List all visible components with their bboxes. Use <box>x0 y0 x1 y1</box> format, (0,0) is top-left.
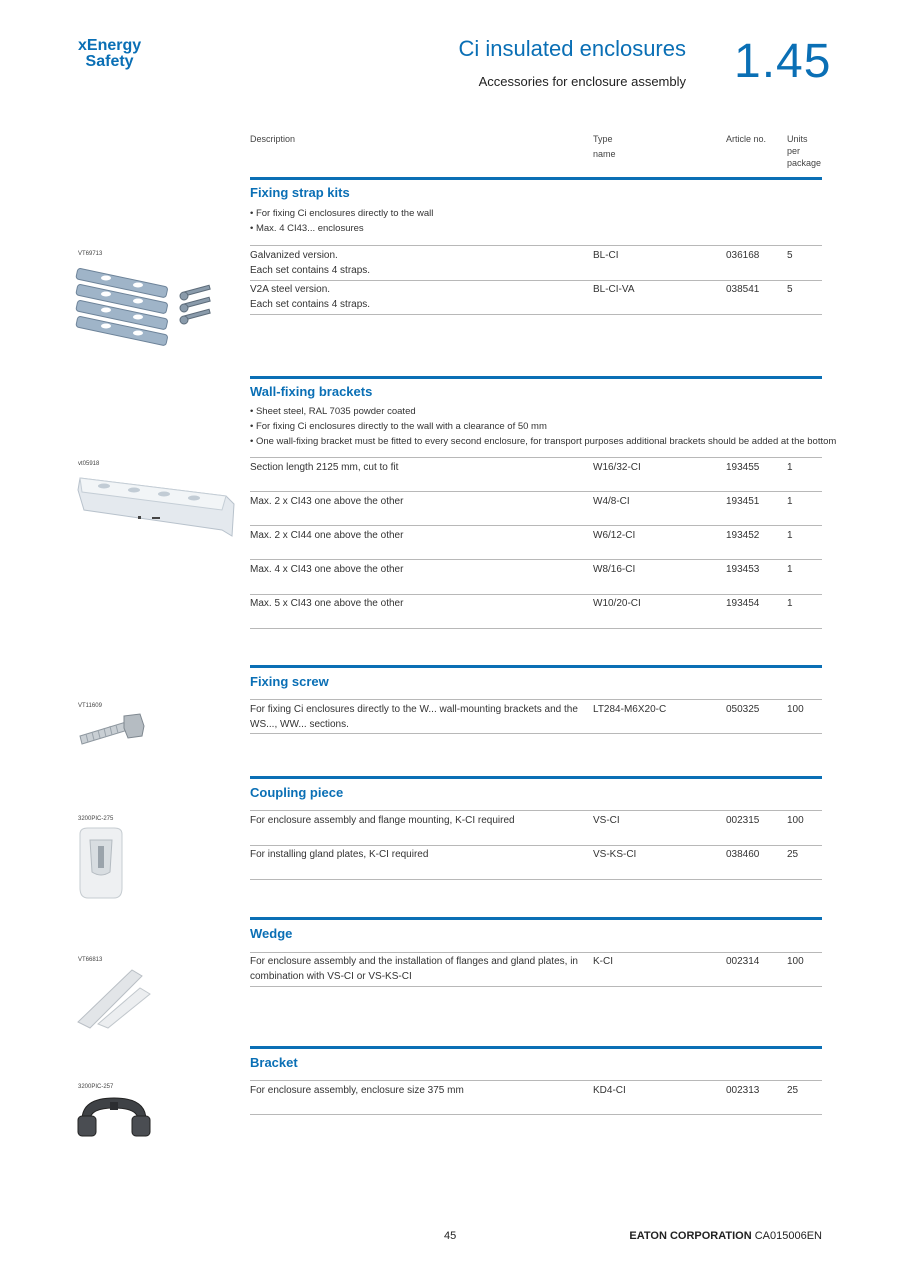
section-rule <box>250 376 822 379</box>
row-units: 5 <box>787 250 793 261</box>
section-title-fixing-strap: Fixing strap kits <box>250 185 350 200</box>
row-article: 193453 <box>726 564 760 575</box>
col-header-description: Description <box>250 134 296 144</box>
section-rule <box>250 917 822 920</box>
bullets-wall-brackets <box>250 404 836 449</box>
row-units: 25 <box>787 1085 799 1096</box>
row-divider <box>250 280 822 281</box>
section-title-wall-brackets: Wall-fixing brackets <box>250 384 373 399</box>
row-description: V2A steel version. <box>250 284 331 295</box>
row-units: 1 <box>787 564 793 575</box>
row-divider <box>250 699 822 700</box>
image-code: 3200PIC-257 <box>78 1084 114 1090</box>
row-description-line2: Each set contains 4 straps. <box>250 299 371 310</box>
row-article: 002313 <box>726 1085 760 1096</box>
document-code: CA015006EN <box>754 1230 822 1242</box>
row-type: VS-KS-CI <box>593 849 637 860</box>
row-divider <box>250 879 822 880</box>
section-title-fixing-screw: Fixing screw <box>250 674 329 689</box>
col-header-units-line2: per <box>787 146 801 156</box>
col-header-units-line3: package <box>787 158 822 168</box>
row-description: Max. 2 x CI44 one above the other <box>250 530 404 541</box>
row-type: W10/20-CI <box>593 598 641 609</box>
wedge-image <box>76 966 156 1032</box>
row-description: For enclosure assembly and the installation of flanges and gland plates, in <box>250 956 578 967</box>
brand-line-1: xEnergy <box>78 37 142 54</box>
row-description: For enclosure assembly and flange mounting, K-CI required <box>250 815 515 826</box>
row-article: 038460 <box>726 849 760 860</box>
col-header-type-line1: Type <box>593 134 613 144</box>
col-header-article: Article no. <box>726 134 767 144</box>
row-article: 050325 <box>726 704 760 715</box>
row-units: 100 <box>787 704 804 715</box>
row-description: Max. 4 x CI43 one above the other <box>250 564 404 575</box>
row-units: 100 <box>787 815 804 826</box>
row-article: 002315 <box>726 815 760 826</box>
wall-bracket-image <box>76 470 241 540</box>
brand-logo <box>78 38 141 70</box>
bullet: • For fixing Ci enclosures directly to the wall with a clearance of 50 mm <box>250 421 547 432</box>
row-description: For installing gland plates, K-CI required <box>250 849 429 860</box>
row-type: K-CI <box>593 956 613 967</box>
row-divider <box>250 457 822 458</box>
footer-company <box>629 1230 822 1242</box>
row-units: 5 <box>787 284 793 295</box>
row-article: 038541 <box>726 284 760 295</box>
bullet: • Max. 4 CI43... enclosures <box>250 223 364 234</box>
row-type: BL-CI-VA <box>593 284 635 295</box>
col-header-units <box>787 133 821 169</box>
section-rule <box>250 665 822 668</box>
coupling-piece-image <box>76 826 126 902</box>
row-units: 1 <box>787 530 793 541</box>
bullets-fixing-strap <box>250 206 433 236</box>
bracket-image <box>76 1094 154 1144</box>
col-header-type <box>593 133 616 160</box>
table-row <box>250 954 585 984</box>
section-number: 1.45 <box>734 35 832 88</box>
row-article: 193452 <box>726 530 760 541</box>
section-title-coupling: Coupling piece <box>250 785 344 800</box>
image-code: 3200PIC-275 <box>78 816 114 822</box>
row-divider <box>250 314 822 315</box>
row-units: 1 <box>787 462 793 473</box>
row-article: 193454 <box>726 598 760 609</box>
row-description: Galvanized version. <box>250 250 338 261</box>
bullet: • One wall-fixing bracket must be fitted to every second enclosure, for transport purposes additional brackets should be added at the bottom <box>250 436 837 447</box>
image-code: VT11609 <box>78 703 102 709</box>
row-divider <box>250 986 822 987</box>
row-description: For enclosure assembly, enclosure size 375 mm <box>250 1085 464 1096</box>
page-number: 45 <box>444 1230 457 1242</box>
row-description: Max. 2 x CI43 one above the other <box>250 496 404 507</box>
row-description-line2: combination with VS-CI or VS-KS-CI <box>250 971 412 982</box>
table-row <box>250 282 585 312</box>
row-type: BL-CI <box>593 250 619 261</box>
row-divider <box>250 810 822 811</box>
row-divider <box>250 1080 822 1081</box>
row-article: 193451 <box>726 496 760 507</box>
section-rule <box>250 776 822 779</box>
row-divider <box>250 491 822 492</box>
image-code: VT66813 <box>78 957 103 963</box>
row-divider <box>250 559 822 560</box>
row-article: 002314 <box>726 956 760 967</box>
section-rule <box>250 177 822 180</box>
row-divider <box>250 952 822 953</box>
row-units: 1 <box>787 496 793 507</box>
row-divider <box>250 245 822 246</box>
row-article: 036168 <box>726 250 760 261</box>
row-divider <box>250 525 822 526</box>
bullet: • Sheet steel, RAL 7035 powder coated <box>250 406 416 417</box>
section-rule <box>250 1046 822 1049</box>
row-description: Max. 5 x CI43 one above the other <box>250 598 404 609</box>
fixing-strap-image <box>76 262 226 352</box>
row-description: Section length 2125 mm, cut to fit <box>250 462 399 473</box>
row-divider <box>250 594 822 595</box>
row-units: 25 <box>787 849 799 860</box>
row-divider <box>250 1114 822 1115</box>
brand-line-2: Safety <box>85 53 134 70</box>
row-type: W6/12-CI <box>593 530 636 541</box>
table-row <box>250 702 585 732</box>
image-code: vt05918 <box>78 461 100 467</box>
row-divider <box>250 628 822 629</box>
row-type: W16/32-CI <box>593 462 641 473</box>
row-type: W8/16-CI <box>593 564 636 575</box>
bullet: • For fixing Ci enclosures directly to the wall <box>250 208 434 219</box>
row-type: KD4-CI <box>593 1085 626 1096</box>
row-article: 193455 <box>726 462 760 473</box>
section-title-wedge: Wedge <box>250 926 293 941</box>
row-description: For fixing Ci enclosures directly to the W... wall-mounting brackets and the <box>250 704 578 715</box>
row-type: LT284-M6X20-C <box>593 704 667 715</box>
row-type: VS-CI <box>593 815 620 826</box>
row-units: 1 <box>787 598 793 609</box>
page-subtitle: Accessories for enclosure assembly <box>478 74 686 89</box>
fixing-screw-image <box>76 712 146 752</box>
page-title: Ci insulated enclosures <box>458 36 686 61</box>
company-name: EATON CORPORATION <box>629 1230 752 1242</box>
col-header-type-line2: name <box>593 149 616 159</box>
row-divider <box>250 845 822 846</box>
row-description-line2: Each set contains 4 straps. <box>250 265 371 276</box>
row-units: 100 <box>787 956 804 967</box>
image-code: VT69713 <box>78 251 103 257</box>
row-divider <box>250 733 822 734</box>
col-header-units-line1: Units <box>787 134 808 144</box>
row-type: W4/8-CI <box>593 496 630 507</box>
table-row <box>250 248 585 278</box>
section-title-bracket: Bracket <box>250 1055 298 1070</box>
row-description-line2: WS..., WW... sections. <box>250 719 349 730</box>
